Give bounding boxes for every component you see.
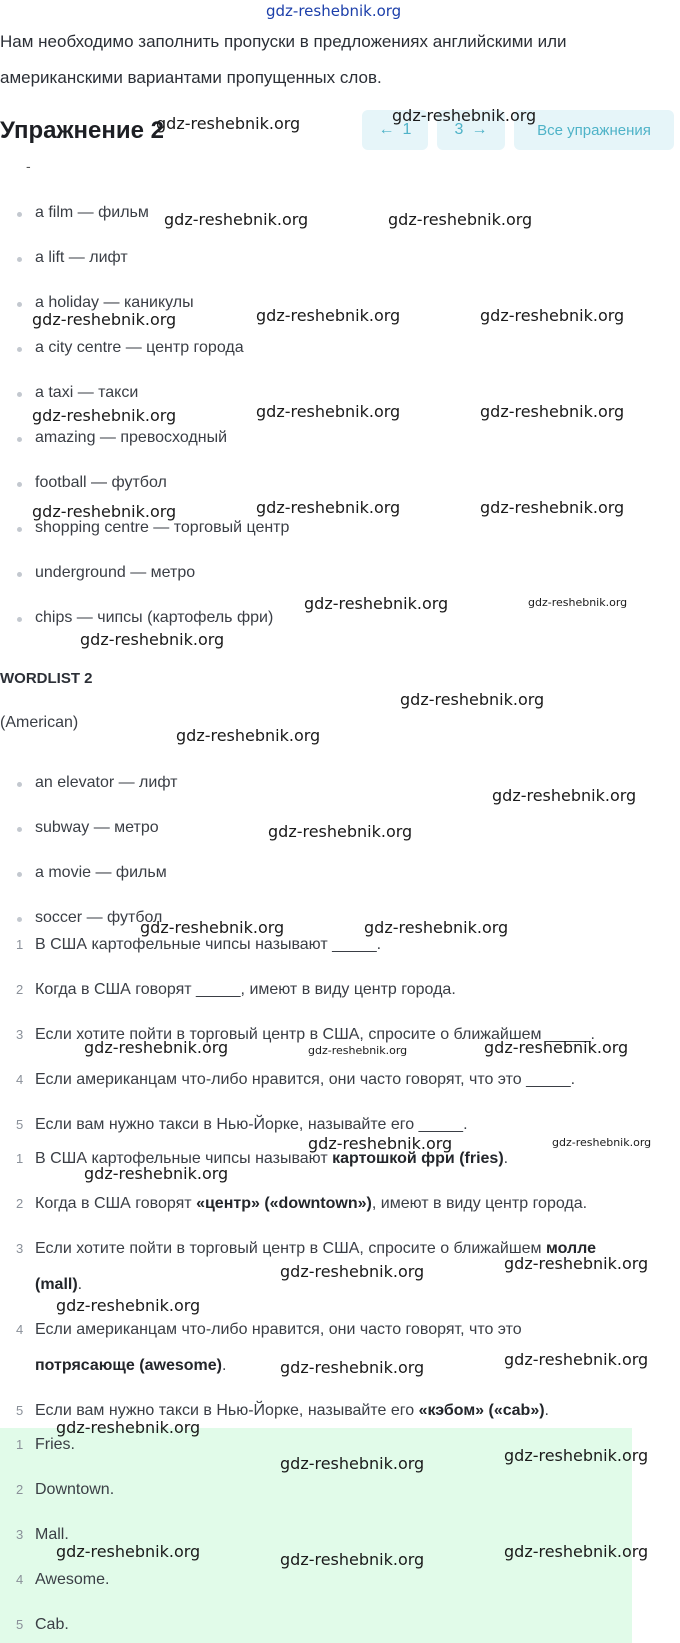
- answer-text: Mall.: [35, 1526, 69, 1543]
- watermark: gdz-reshebnik.org: [504, 1254, 649, 1273]
- watermark: gdz-reshebnik.org: [56, 1542, 201, 1561]
- answer-highlight: потрясающе (awesome): [35, 1357, 222, 1374]
- sentence-number: 1: [16, 1151, 24, 1166]
- watermark: gdz-reshebnik.org: [552, 1136, 652, 1149]
- intro-line-1: Нам необходимо заполнить пропуски в предложениях английскими или: [0, 32, 567, 51]
- watermark: gdz-reshebnik.org: [176, 726, 321, 745]
- list-item: football — футбол: [35, 474, 167, 491]
- list-item: a film — фильм: [35, 204, 149, 221]
- filled-sentence: Если хотите пойти в торговый центр в США, спросите о ближайшем молле: [35, 1240, 597, 1257]
- answer-highlight: молле: [546, 1240, 597, 1257]
- bullet-icon: [17, 212, 22, 217]
- question-number: 3: [16, 1027, 24, 1042]
- filled-sentence: Когда в США говорят «центр» («downtown»), имеют в виду центр города.: [35, 1195, 588, 1212]
- prev-exercise-label: 1: [402, 121, 412, 138]
- watermark: gdz-reshebnik.org: [32, 406, 177, 425]
- bullet-icon: [17, 572, 22, 577]
- answer-text: Downtown.: [35, 1481, 115, 1498]
- watermark: gdz-reshebnik.org: [280, 1454, 425, 1473]
- bullet-icon: [17, 257, 22, 262]
- answer-highlight: картошкой фри (fries): [332, 1150, 504, 1167]
- sentence-number: 4: [16, 1322, 24, 1337]
- watermark: gdz-reshebnik.org: [140, 918, 285, 937]
- filled-sentence: Если вам нужно такси в Нью-Йорке, называйте его «кэбом» («cab»).: [35, 1402, 549, 1419]
- watermark: gdz-reshebnik.org: [56, 1296, 201, 1315]
- list-item: shopping centre — торговый центр: [35, 519, 290, 536]
- bullet-icon: [17, 437, 22, 442]
- watermark: gdz-reshebnik.org: [80, 630, 225, 649]
- list-item: subway — метро: [35, 819, 159, 836]
- watermark: gdz-reshebnik.org: [504, 1542, 649, 1561]
- sentence-number: 3: [16, 1241, 24, 1256]
- sentence-number: 2: [16, 1196, 24, 1211]
- watermark: gdz-reshebnik.org: [492, 786, 637, 805]
- answer-text: Awesome.: [35, 1571, 110, 1588]
- dash-separator: -: [26, 158, 31, 174]
- watermark-top: gdz-reshebnik.org: [266, 2, 402, 20]
- list-item: amazing — превосходный: [35, 429, 228, 446]
- answer-text: Fries.: [35, 1436, 75, 1453]
- watermark: gdz-reshebnik.org: [392, 106, 537, 125]
- list-item: soccer — футбол: [35, 909, 163, 926]
- watermark: gdz-reshebnik.org: [308, 1134, 453, 1153]
- watermark: gdz-reshebnik.org: [528, 596, 628, 609]
- answer-text: Cab.: [35, 1616, 69, 1633]
- watermark: gdz-reshebnik.org: [280, 1550, 425, 1569]
- list-item: underground — метро: [35, 564, 196, 581]
- all-exercises-label: Все упражнения: [537, 121, 651, 139]
- bullet-icon: [17, 302, 22, 307]
- list-item: a holiday — каникулы: [35, 294, 194, 311]
- watermark: gdz-reshebnik.org: [484, 1038, 629, 1057]
- filled-sentence: В США картофельные чипсы называют картошкой фри (fries).: [35, 1150, 509, 1167]
- answer-highlight: «центр» («downtown»): [196, 1195, 372, 1212]
- watermark: gdz-reshebnik.org: [280, 1262, 425, 1281]
- watermark: gdz-reshebnik.org: [388, 210, 533, 229]
- list-item: an elevator — лифт: [35, 774, 178, 791]
- watermark: gdz-reshebnik.org: [280, 1358, 425, 1377]
- answer-number: 5: [16, 1617, 24, 1632]
- bullet-icon: [17, 482, 22, 487]
- question-number: 5: [16, 1117, 24, 1132]
- watermark: gdz-reshebnik.org: [84, 1038, 229, 1057]
- list-item: a city centre — центр города: [35, 339, 244, 356]
- intro-line-2: американскими вариантами пропущенных слов.: [0, 68, 382, 87]
- list-item: a lift — лифт: [35, 249, 128, 266]
- watermark: gdz-reshebnik.org: [256, 306, 401, 325]
- question-number: 4: [16, 1072, 24, 1087]
- bullet-icon: [17, 617, 22, 622]
- bullet-icon: [17, 392, 22, 397]
- watermark: gdz-reshebnik.org: [164, 210, 309, 229]
- filled-sentence-cont: (mall).: [35, 1276, 83, 1293]
- exercise-title: Упражнение 2: [0, 117, 164, 144]
- bullet-icon: [17, 917, 22, 922]
- watermark: gdz-reshebnik.org: [480, 306, 625, 325]
- watermark: gdz-reshebnik.org: [504, 1350, 649, 1369]
- list-item: a movie — фильм: [35, 864, 167, 881]
- arrow-right-icon: →: [471, 121, 488, 138]
- watermark: gdz-reshebnik.org: [480, 498, 625, 517]
- bullet-icon: [17, 872, 22, 877]
- list-item: a taxi — такси: [35, 384, 139, 401]
- all-exercises-button[interactable]: [514, 110, 674, 150]
- watermark: gdz-reshebnik.org: [268, 822, 413, 841]
- bullet-icon: [17, 527, 22, 532]
- answer-number: 2: [16, 1482, 24, 1497]
- watermark: gdz-reshebnik.org: [304, 594, 449, 613]
- bullet-icon: [17, 347, 22, 352]
- question-text: Когда в США говорят _____, имеют в виду центр города.: [35, 981, 456, 998]
- question-text: Если вам нужно такси в Нью-Йорке, называйте его _____.: [35, 1116, 468, 1133]
- bullet-icon: [17, 782, 22, 787]
- watermark: gdz-reshebnik.org: [156, 114, 301, 133]
- question-text: Если американцам что-либо нравится, они часто говорят, что это _____.: [35, 1071, 576, 1088]
- bullet-icon: [17, 827, 22, 832]
- watermark: gdz-reshebnik.org: [480, 402, 625, 421]
- watermark: gdz-reshebnik.org: [504, 1446, 649, 1465]
- watermark: gdz-reshebnik.org: [400, 690, 545, 709]
- question-number: 2: [16, 982, 24, 997]
- answer-number: 3: [16, 1527, 24, 1542]
- wordlist-subtitle: (American): [0, 714, 79, 731]
- answer-number: 4: [16, 1572, 24, 1587]
- arrow-left-icon: ←: [378, 121, 395, 138]
- filled-sentence-cont: потрясающе (awesome).: [35, 1357, 227, 1374]
- watermark: gdz-reshebnik.org: [84, 1164, 229, 1183]
- next-exercise-label: 3: [454, 121, 464, 138]
- question-text: В США картофельные чипсы называют _____.: [35, 936, 382, 953]
- wordlist-title: WORDLIST 2: [0, 670, 93, 687]
- question-number: 1: [16, 937, 24, 952]
- watermark: gdz-reshebnik.org: [364, 918, 509, 937]
- answer-highlight: (mall): [35, 1276, 78, 1293]
- watermark: gdz-reshebnik.org: [256, 498, 401, 517]
- watermark: gdz-reshebnik.org: [256, 402, 401, 421]
- watermark: gdz-reshebnik.org: [308, 1044, 408, 1057]
- sentence-number: 5: [16, 1403, 24, 1418]
- watermark: gdz-reshebnik.org: [32, 310, 177, 329]
- watermark: gdz-reshebnik.org: [56, 1418, 201, 1437]
- question-text: Если хотите пойти в торговый центр в США, спросите о ближайшем _____.: [35, 1026, 595, 1043]
- answer-number: 1: [16, 1437, 24, 1452]
- list-item: chips — чипсы (картофель фри): [35, 609, 274, 626]
- answer-highlight: «кэбом» («cab»): [418, 1402, 545, 1419]
- watermark: gdz-reshebnik.org: [32, 502, 177, 521]
- filled-sentence: Если американцам что-либо нравится, они часто говорят, что это: [35, 1321, 522, 1338]
